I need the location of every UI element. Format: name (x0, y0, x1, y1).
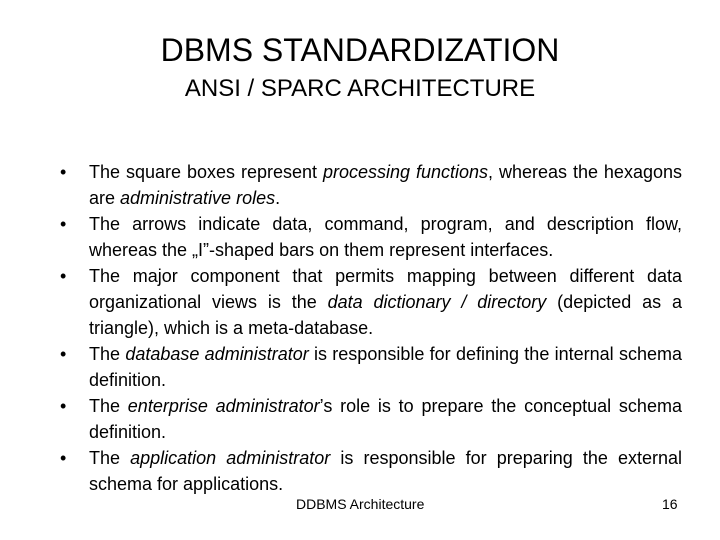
page-number: 16 (662, 496, 678, 512)
bullet-text-1-0: The arrows indicate data, command, program, and description flow, whereas the „I”-shaped bars on them represent interfaces. (89, 214, 682, 260)
slide-title: DBMS STANDARDIZATION (160, 32, 560, 68)
bullet-item (60, 211, 682, 263)
bullet-text-4-0: The (89, 396, 128, 416)
bullet-icon: • (60, 214, 67, 234)
bullet-item (60, 393, 682, 445)
bullet-icon: • (60, 448, 67, 468)
bullet-text-0-2: , whereas the hexagons are (89, 162, 682, 208)
bullet-text-3-2: is responsible for defining the internal schema definition. (89, 344, 682, 390)
slide-subtitle: ANSI / SPARC ARCHITECTURE (184, 75, 536, 102)
bullet-text-0-0: The square boxes represent (89, 162, 323, 182)
bullet-text-0-1: processing functions (322, 162, 488, 182)
bullet-item (60, 341, 682, 393)
bullet-text-5-1: application administrator (130, 448, 331, 468)
bullet-text-2-0: The major component that permits mapping between different data organizational views is the (89, 266, 682, 312)
bullet-text-3-0: The (89, 344, 126, 364)
footer-text: DDBMS Architecture (296, 496, 425, 512)
bullet-item (60, 445, 682, 497)
bullet-item (60, 263, 682, 341)
bullet-text-5-0: The (89, 448, 131, 468)
bullet-text-0-3: administrative roles (120, 188, 276, 208)
bullet-icon: • (60, 266, 67, 286)
bullet-text-4-2: ’s role is to prepare the conceptual schema definition. (89, 396, 682, 442)
bullet-text-0-4: . (275, 188, 281, 208)
bullet-text-5-2: is responsible for preparing the external schema for applications. (89, 448, 682, 494)
bullet-icon: • (60, 396, 67, 416)
bullet-text-4-1: enterprise administrator (127, 396, 320, 416)
bullet-text-3-1: database administrator (125, 344, 309, 364)
bullet-list (60, 159, 682, 497)
bullet-text-2-1: data dictionary / directory (327, 292, 547, 312)
bullet-text-2-2: (depicted as a triangle), which is a meta-database. (89, 292, 682, 338)
bullet-icon: • (60, 162, 67, 182)
bullet-item (60, 159, 682, 211)
bullet-icon: • (60, 344, 67, 364)
